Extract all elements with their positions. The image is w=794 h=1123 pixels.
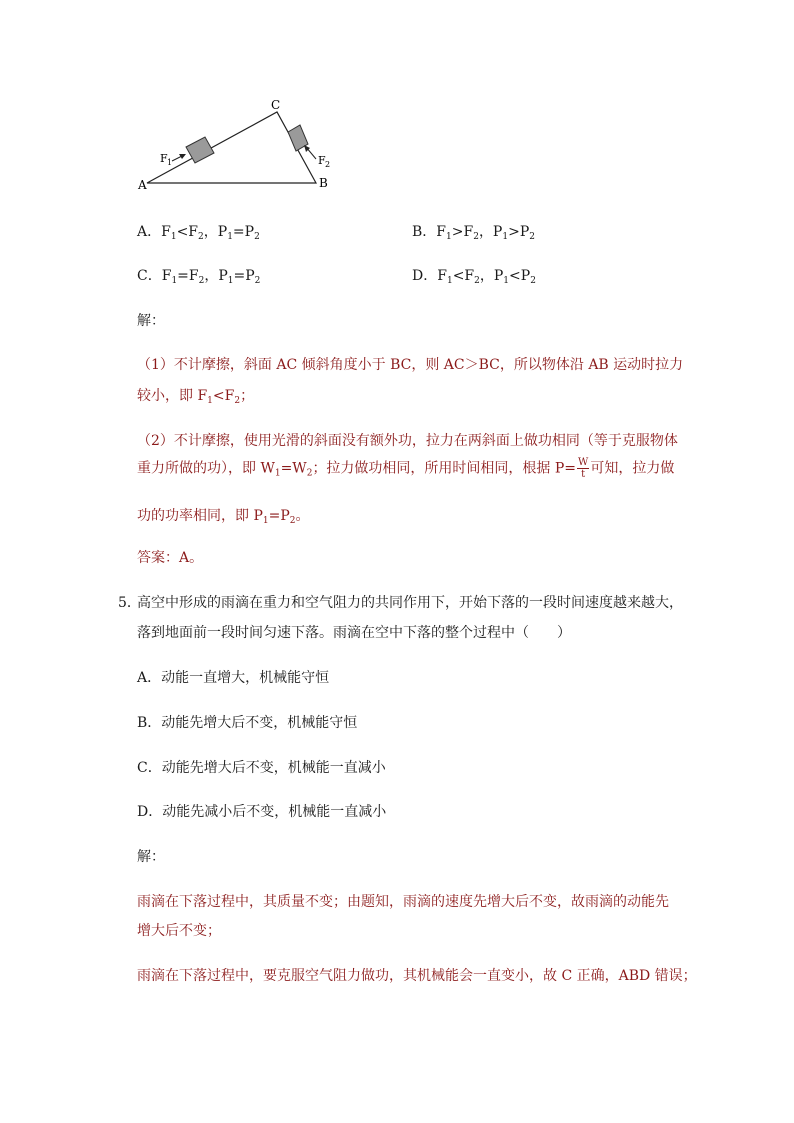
q5-stem-line-2: 落到地面前一段时间匀速下落。雨滴在空中下落的整个过程中（ ） bbox=[137, 625, 571, 641]
q5-solution-line-3: 雨滴在下落过程中，要克服空气阻力做功，其机械能会一直变小，故 C 正确，ABD 错误； bbox=[137, 968, 697, 984]
q4-solution-line-3: （2）不计摩擦，使用光滑的斜面没有额外功，拉力在两斜面上做功相同（等于克服物体 bbox=[137, 433, 678, 449]
incline-figure bbox=[130, 95, 340, 195]
label-c: C bbox=[271, 98, 281, 112]
label-f1-sub: 1 bbox=[167, 158, 173, 167]
q4-option-b: B．$F_1>F_2$，$P_1>P_2$ bbox=[412, 224, 535, 242]
q5-solution-line-1: 雨滴在下落过程中，其质量不变；由题知，雨滴的速度先增大后不变，故雨滴的动能先 bbox=[137, 894, 669, 910]
q4-solution-line-5: 功的功率相同，即 $P_1=P_2$。 bbox=[137, 508, 310, 526]
power-fraction: $\frac{W}{t}$ bbox=[578, 457, 589, 480]
q4-solution-label: 解： bbox=[137, 313, 165, 329]
q4-option-a: A．$F_1<F_2$，$P_1=P_2$ bbox=[137, 224, 260, 242]
q5-option-c: C．动能先增大后不变，机械能一直减小 bbox=[137, 760, 386, 776]
q4-answer: 答案：A。 bbox=[137, 550, 204, 566]
q4-option-d: D．$F_1<F_2$，$P_1<P_2$ bbox=[412, 268, 536, 286]
q5-solution-label: 解： bbox=[137, 849, 165, 865]
label-f2: F bbox=[318, 154, 326, 167]
q5-option-a: A．动能一直增大，机械能守恒 bbox=[137, 670, 330, 686]
label-f1: F bbox=[160, 152, 168, 165]
q5-number: 5． bbox=[118, 595, 141, 611]
incline-triangle bbox=[147, 112, 316, 183]
label-a: A bbox=[138, 178, 147, 192]
q4-option-c: C．$F_1=F_2$，$P_1=P_2$ bbox=[137, 268, 261, 286]
q4-solution-line-1: （1）不计摩擦，斜面 AC 倾斜角度小于 BC，则 AC＞BC，所以物体沿 AB 运动时拉力 bbox=[137, 357, 684, 373]
q5-solution-line-2: 增大后不变； bbox=[137, 923, 221, 939]
q4-solution-line-2: 较小，即 $F_1<F_2$； bbox=[137, 388, 255, 406]
label-b: B bbox=[319, 176, 328, 190]
q5-option-b: B．动能先增大后不变，机械能守恒 bbox=[137, 715, 358, 731]
q5-option-d: D．动能先减小后不变，机械能一直减小 bbox=[137, 804, 387, 820]
q4-solution-line-4: 重力所做的功），即 $W_1=W_2$；拉力做功相同，所用时间相同，根据 P= $\frac{W}{t}$ 可知，拉力做 bbox=[137, 457, 675, 480]
label-f2-sub: 2 bbox=[325, 160, 331, 169]
q5-stem-line-1: 高空中形成的雨滴在重力和空气阻力的共同作用下，开始下落的一段时间速度越来越大， bbox=[137, 595, 683, 611]
